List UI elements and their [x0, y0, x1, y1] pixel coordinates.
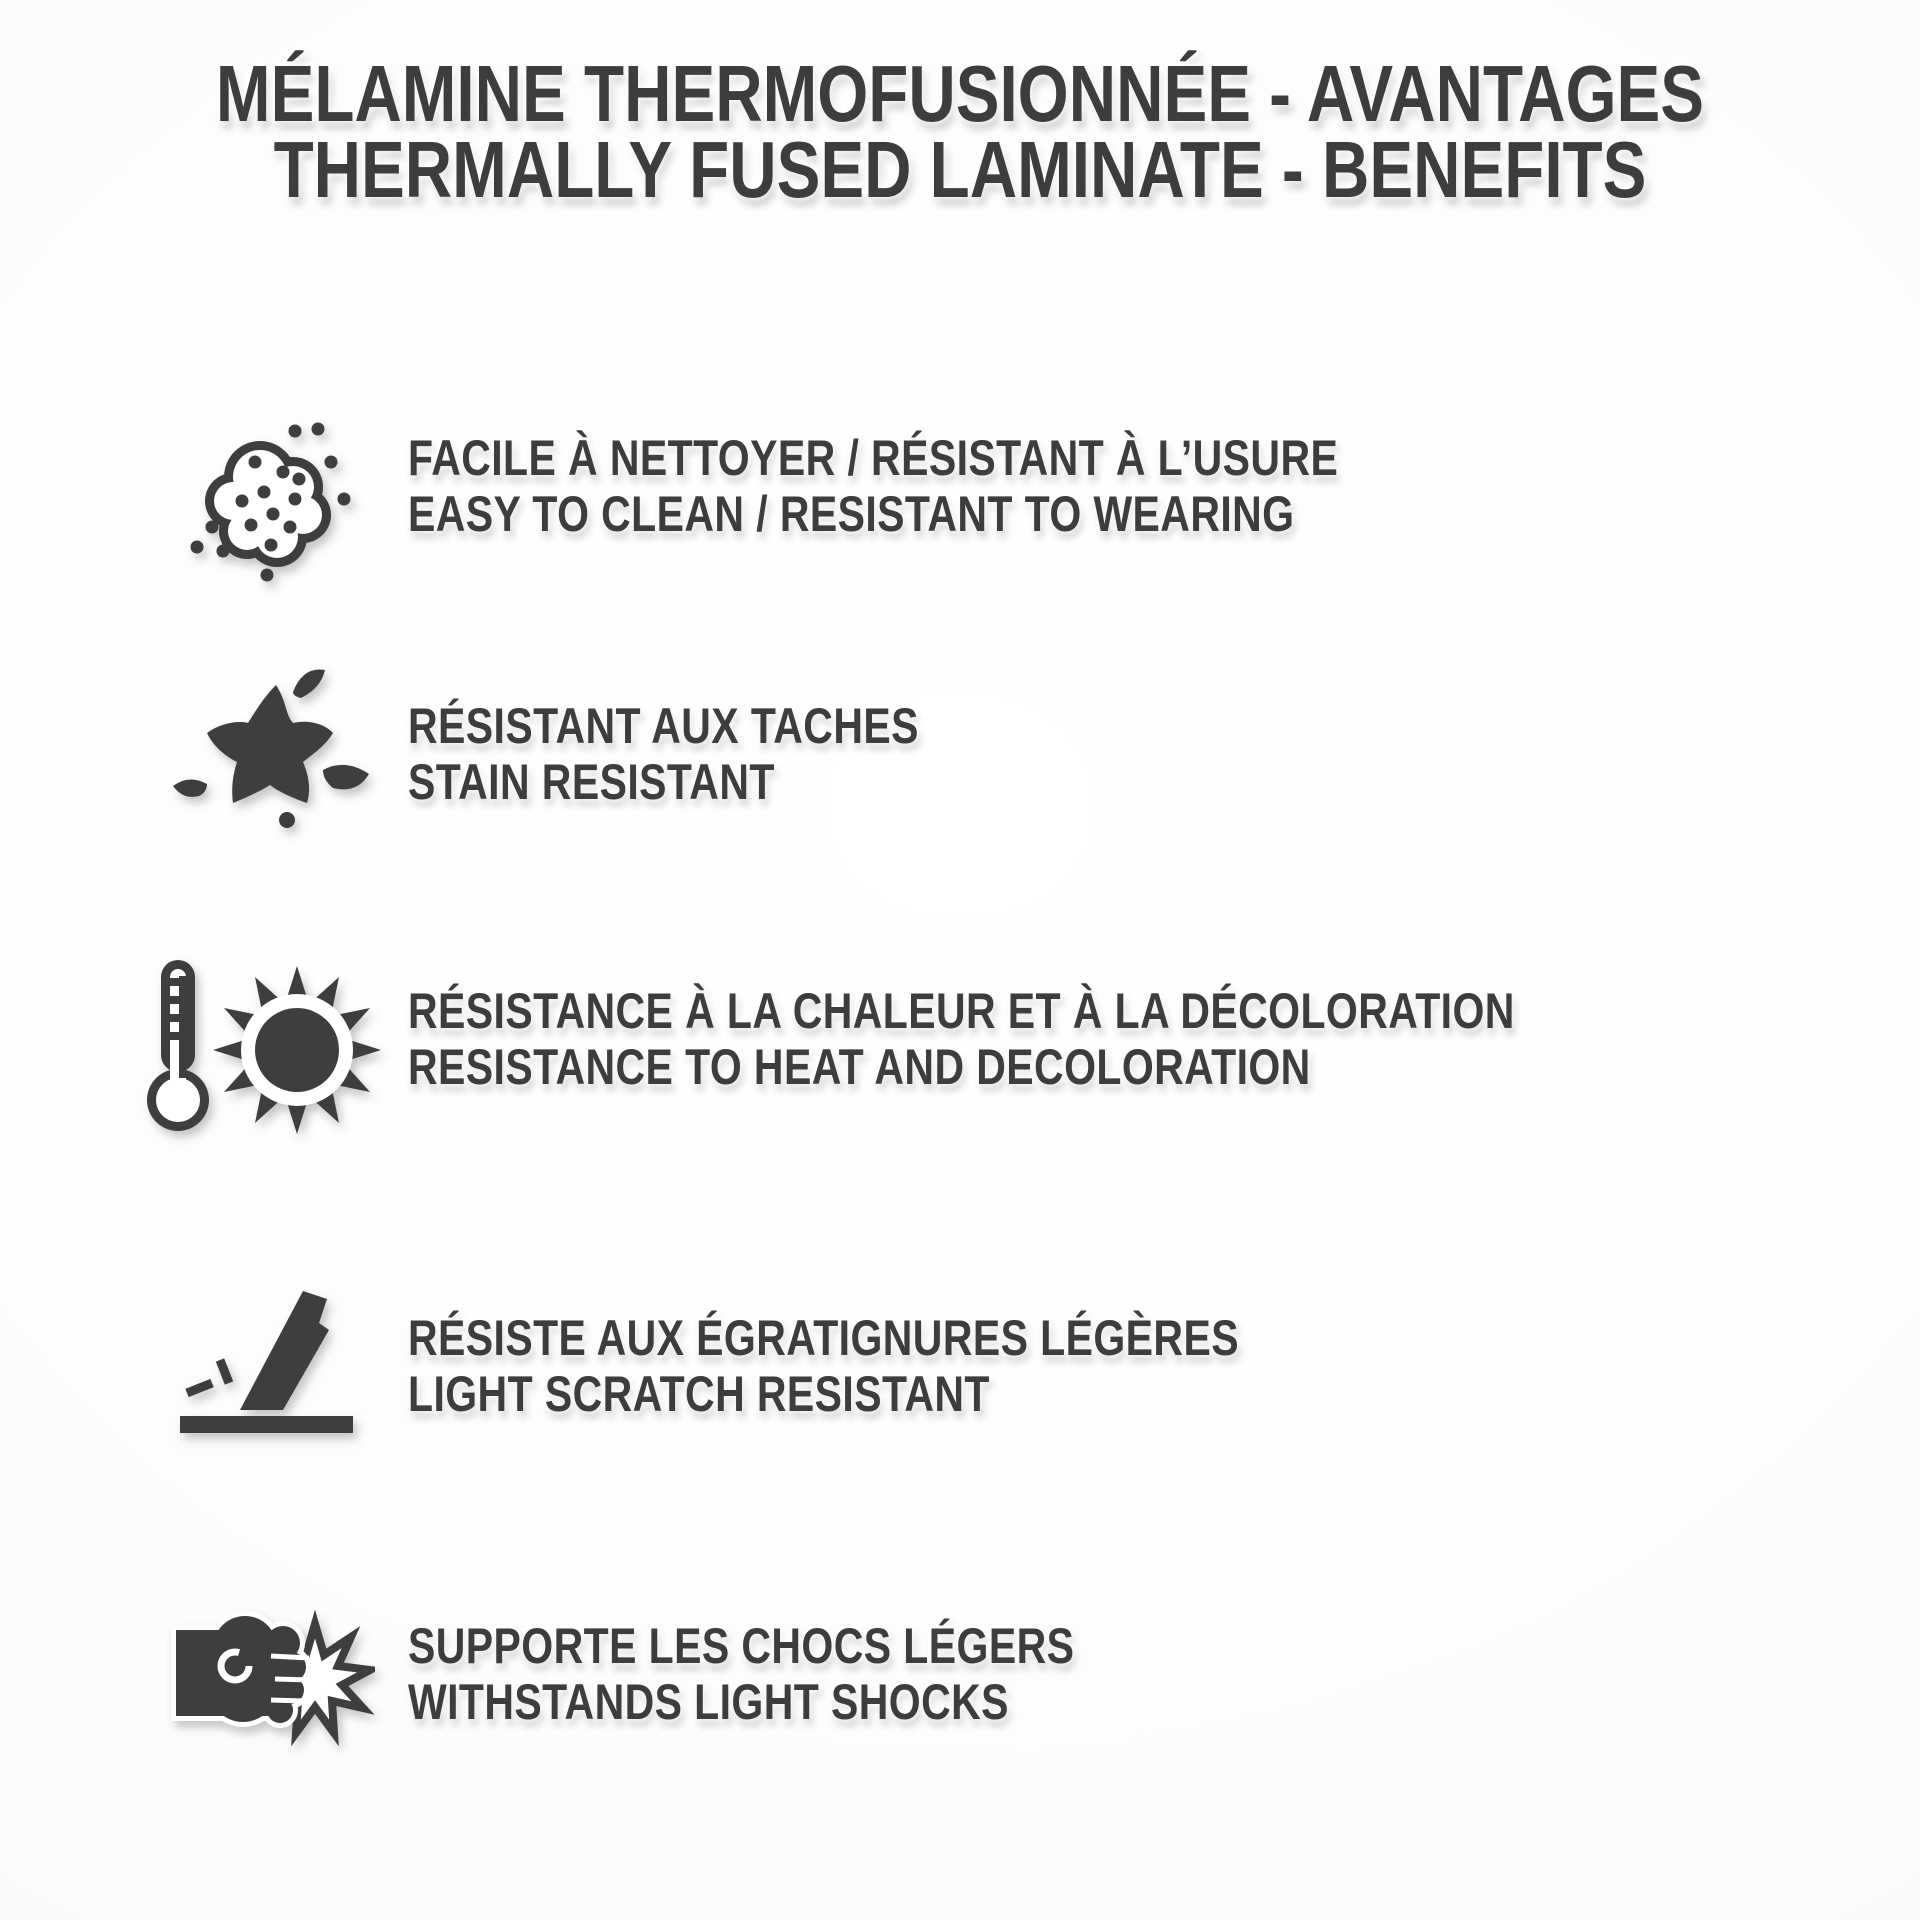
benefit-text-en: WITHSTANDS LIGHT SHOCKS — [408, 1674, 1009, 1730]
benefit-text-fr: SUPPORTE LES CHOCS LÉGERS — [408, 1618, 1075, 1674]
benefit-text-en: STAIN RESISTANT — [408, 754, 775, 810]
benefit-text-fr: RÉSISTANT AUX TACHES — [408, 698, 919, 754]
benefit-text-fr: RÉSISTE AUX ÉGRATIGNURES LÉGÈRES — [408, 1310, 1239, 1366]
heat-sun-icon — [125, 950, 390, 1165]
benefit-text-fr: RÉSISTANCE À LA CHALEUR ET À LA DÉCOLORATION — [408, 983, 1515, 1039]
benefit-text-easy-clean — [408, 430, 1542, 542]
scratch-icon — [165, 1283, 365, 1443]
benefit-text-fr: FACILE À NETTOYER / RÉSISTANT À L’USURE — [408, 430, 1339, 486]
benefit-icon-easy-clean — [185, 415, 355, 590]
benefit-text-en: LIGHT SCRATCH RESISTANT — [408, 1366, 990, 1422]
benefit-text-en: RESISTANCE TO HEAT AND DECOLORATION — [408, 1039, 1311, 1095]
impact-icon — [165, 1588, 375, 1768]
title-line-english: THERMALLY FUSED LAMINATE - BENEFITS — [273, 125, 1647, 214]
benefit-text-stain — [408, 698, 1031, 810]
benefit-icon-scratch — [165, 1283, 365, 1448]
benefit-text-heat — [408, 983, 1758, 1095]
benefit-icon-stain — [165, 662, 375, 847]
stain-icon — [165, 662, 375, 842]
benefit-text-scratch — [408, 1310, 1421, 1422]
page-title — [0, 49, 1920, 214]
benefit-text-impact — [408, 1618, 1221, 1730]
benefit-icon-impact — [165, 1588, 375, 1773]
benefit-icon-heat — [125, 950, 390, 1170]
crumbs-icon — [185, 415, 355, 585]
title-line-french: MÉLAMINE THERMOFUSIONNÉE - AVANTAGES — [215, 49, 1705, 138]
benefit-text-en: EASY TO CLEAN / RESISTANT TO WEARING — [408, 486, 1295, 542]
